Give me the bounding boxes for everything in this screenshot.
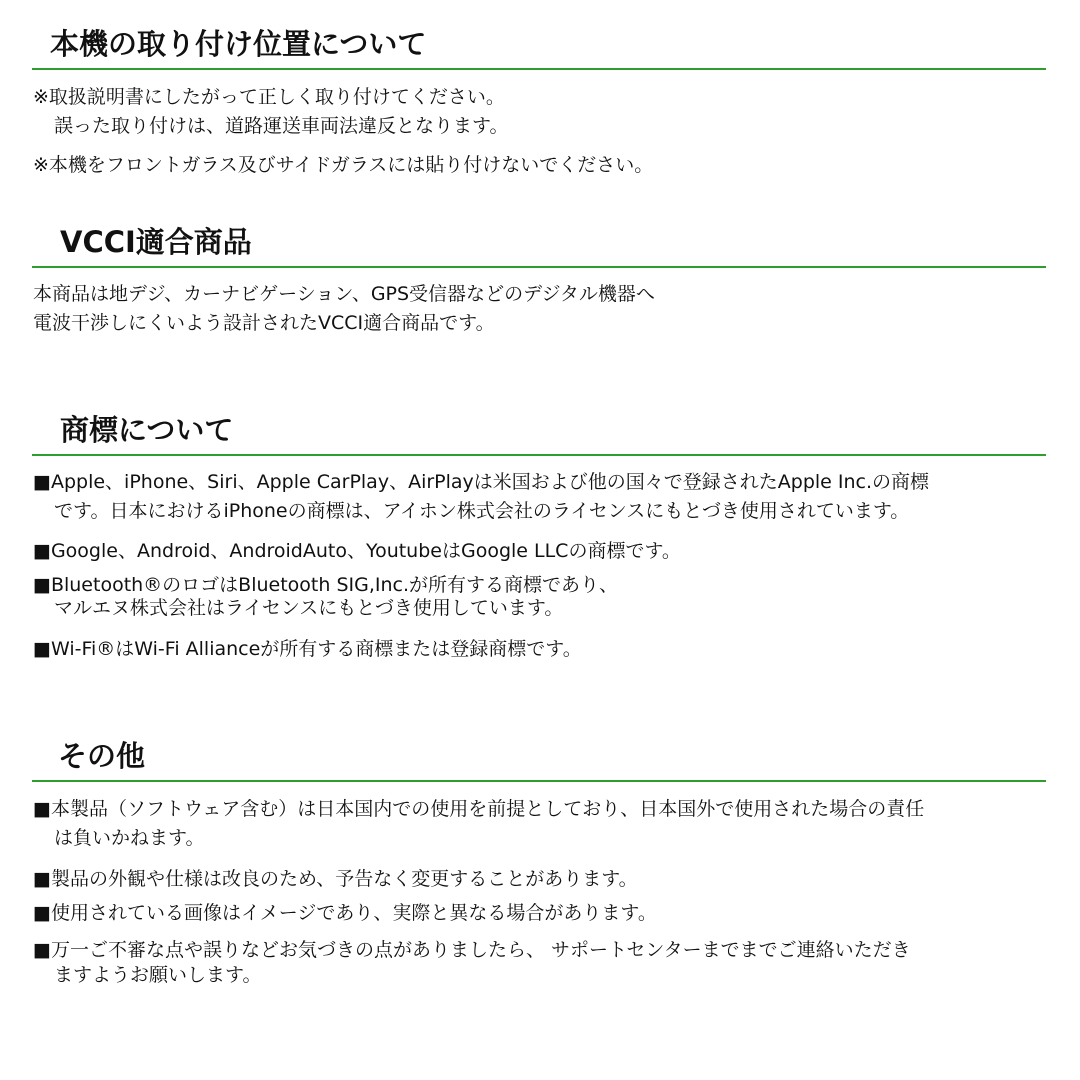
note-line: 電波干渉しにくいよう設計されたVCCI適合商品です。 xyxy=(33,312,495,334)
section-title-trademarks: 商標について xyxy=(60,413,234,447)
section-title-vcci: VCCI適合商品 xyxy=(60,225,252,259)
section-divider xyxy=(32,780,1046,782)
list-item: ■製品の外観や仕様は改良のため、予告なく変更することがあります。 xyxy=(33,868,638,890)
section-title-other: その他 xyxy=(58,739,146,773)
list-item: ■Apple、iPhone、Siri、Apple CarPlay、AirPlayは米国および他の国々で登録されたApple Inc.の商標 xyxy=(33,471,930,493)
list-item: ■Wi-Fi®はWi-Fi Allianceが所有する商標または登録商標です。 xyxy=(33,638,582,660)
section-divider xyxy=(32,68,1046,70)
list-item-continuation: は負いかねます。 xyxy=(54,827,205,849)
section-divider xyxy=(32,266,1046,268)
list-item-continuation: ますようお願いします。 xyxy=(54,964,262,986)
section-title-installation: 本機の取り付け位置について xyxy=(50,27,427,61)
list-item-continuation: マルエヌ株式会社はライセンスにもとづき使用しています。 xyxy=(54,597,564,619)
note-line: 誤った取り付けは、道路運送車両法違反となります。 xyxy=(54,115,509,137)
note-line: 本商品は地デジ、カーナビゲーション、GPS受信器などのデジタル機器へ xyxy=(33,283,655,305)
list-item: ■使用されている画像はイメージであり、実際と異なる場合があります。 xyxy=(33,902,657,924)
list-item: ■Google、Android、AndroidAuto、YoutubeはGoogle LLCの商標です。 xyxy=(33,540,681,562)
list-item: ■Bluetooth®のロゴはBluetooth SIG,Inc.が所有する商標であり、 xyxy=(33,574,619,596)
section-divider xyxy=(32,454,1046,456)
note-line: ※本機をフロントガラス及びサイドガラスには貼り付けないでください。 xyxy=(33,154,654,176)
list-item-continuation: です。日本におけるiPhoneの商標は、アイホン株式会社のライセンスにもとづき使用されています。 xyxy=(54,500,910,522)
list-item: ■本製品（ソフトウェア含む）は日本国内での使用を前提としており、日本国外で使用された場合の責任 xyxy=(33,798,925,820)
note-line: ※取扱説明書にしたがって正しく取り付けてください。 xyxy=(33,86,505,108)
list-item: ■万一ご不審な点や誤りなどお気づきの点がありましたら、 サポートセンターまでまでご連絡いただき xyxy=(33,939,911,961)
